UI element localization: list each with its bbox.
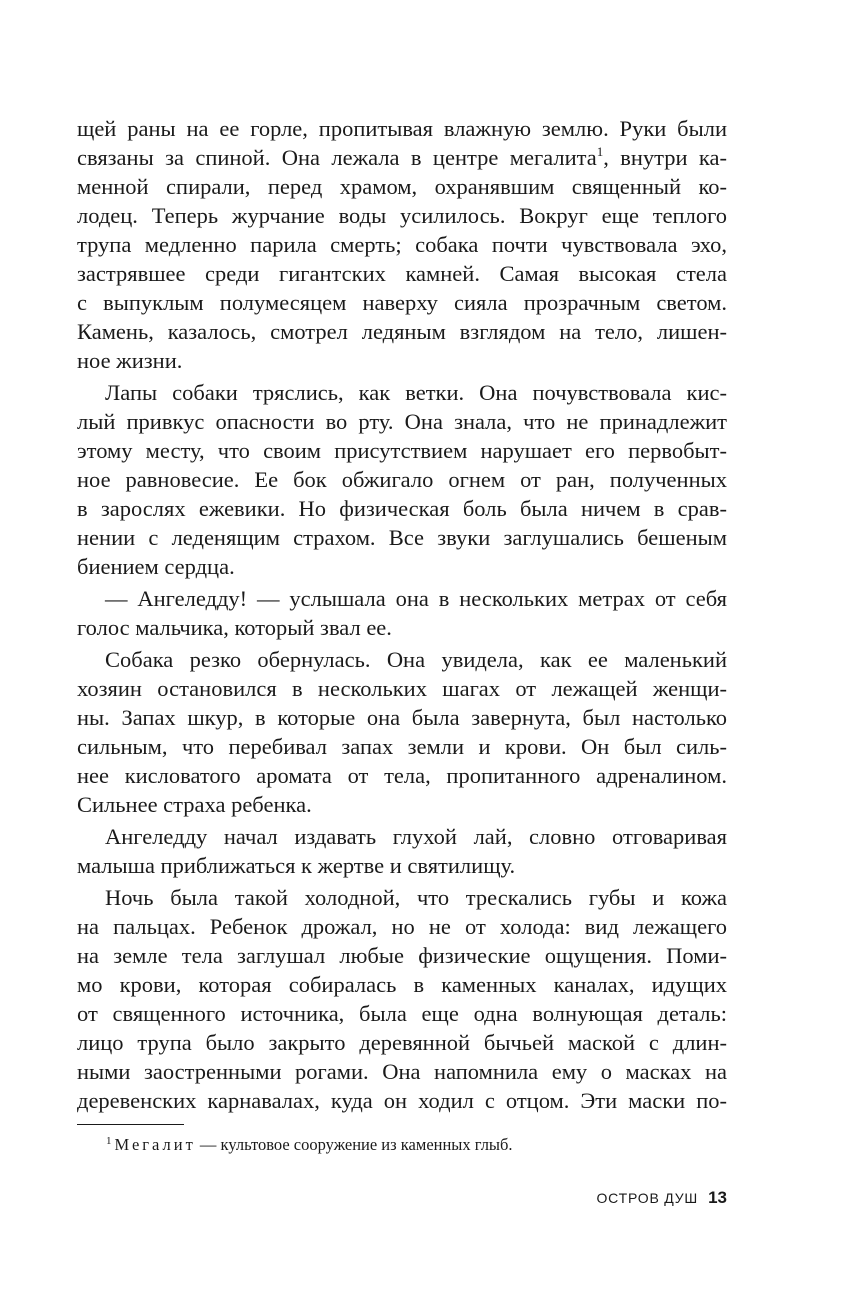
text-line-with-footnote-ref xyxy=(77,143,727,172)
text-line: ное жизни. xyxy=(77,348,183,373)
text-line: застрявшее среди гигантских камней. Самая высокая стела xyxy=(77,261,727,286)
text-line: Ночь была такой холодной, что трескались губы и кожа xyxy=(105,885,727,910)
text-line: лодец. Теперь журчание воды усилилось. Вокруг еще теплого xyxy=(77,203,727,228)
paragraph-6 xyxy=(77,883,727,1115)
text-line: ными заостренными рогами. Она напомнила ему о масках на xyxy=(77,1059,727,1084)
paragraph-3 xyxy=(77,584,727,642)
text-line: биением сердца. xyxy=(77,554,235,579)
text-line: менной спирали, перед храмом, охранявшим священный ко- xyxy=(77,174,727,199)
text-line: щей раны на ее горле, пропитывая влажную землю. Руки были xyxy=(77,116,727,141)
footnote-text: — культовое сооружение из каменных глыб. xyxy=(195,1135,513,1154)
body-text xyxy=(77,114,727,1118)
footnote xyxy=(106,1133,513,1157)
text-line: в зарослях ежевики. Но физическая боль была ничем в срав- xyxy=(77,496,727,521)
text-line: на пальцах. Ребенок дрожал, но не от холода: вид лежащего xyxy=(77,914,727,939)
text-line: Ангеледду начал издавать глухой лай, словно отговаривая xyxy=(105,824,727,849)
text-line: Сильнее страха ребенка. xyxy=(77,792,312,817)
text-line: хозяин остановился в нескольких шагах от лежащей женщи- xyxy=(77,676,727,701)
text-line: сильным, что перебивал запах земли и крови. Он был силь- xyxy=(77,734,727,759)
text-line: ное равновесие. Ее бок обжигало огнем от ран, полученных xyxy=(77,467,727,492)
book-title: ОСТРОВ ДУШ xyxy=(596,1190,699,1206)
text-line: на земле тела заглушал любые физические ощущения. Поми- xyxy=(77,943,727,968)
paragraph-4 xyxy=(77,645,727,819)
text-line: лицо трупа было закрыто деревянной бычьей маской с длин- xyxy=(77,1030,727,1055)
paragraph-2 xyxy=(77,378,727,581)
text-line: лый привкус опасности во рту. Она знала, что не принадлежит xyxy=(77,409,727,434)
text-line: ны. Запах шкур, в которые она была завернута, был настолько xyxy=(77,705,727,730)
footnote-term: Мегалит xyxy=(114,1135,196,1154)
paragraph-1 xyxy=(77,114,727,375)
text-line: деревенских карнавалах, куда он ходил с отцом. Эти маски по- xyxy=(77,1088,727,1113)
text-line: с выпуклым полумесяцем наверху сияла прозрачным светом. xyxy=(77,290,727,315)
text-line-end: , внутри ка- xyxy=(603,145,727,170)
text-line: малыша приближаться к жертве и святилищу. xyxy=(77,853,516,878)
text-line: от священного источника, была еще одна волнующая деталь: xyxy=(77,1001,727,1026)
text-line: — Ангеледду! — услышала она в нескольких метрах от себя xyxy=(105,586,727,611)
text-line: трупа медленно парила смерть; собака почти чувствовала эхо, xyxy=(77,232,727,257)
text-line: Собака резко обернулась. Она увидела, как ее маленький xyxy=(105,647,727,672)
footnote-ref[interactable]: 1 xyxy=(596,144,604,159)
running-footer xyxy=(596,1188,727,1208)
paragraph-5 xyxy=(77,822,727,880)
footnote-mark: 1 xyxy=(106,1135,112,1147)
text-line: Лапы собаки тряслись, как ветки. Она почувствовала кис- xyxy=(105,380,727,405)
text-line-start: связаны за спиной. Она лежала в центре мегалита xyxy=(77,145,597,170)
text-line: нении с леденящим страхом. Все звуки заглушались бешеным xyxy=(77,525,727,550)
text-line: голос мальчика, который звал ее. xyxy=(77,615,392,640)
page-number: 13 xyxy=(708,1188,727,1207)
text-line: нее кисловатого аромата от тела, пропитанного адреналином. xyxy=(77,763,727,788)
text-line: мо крови, которая собиралась в каменных каналах, идущих xyxy=(77,972,727,997)
text-line: Камень, казалось, смотрел ледяным взглядом на тело, лишен- xyxy=(77,319,727,344)
footnote-divider xyxy=(77,1124,184,1125)
text-line: этому месту, что своим присутствием нарушает его первобыт- xyxy=(77,438,727,463)
